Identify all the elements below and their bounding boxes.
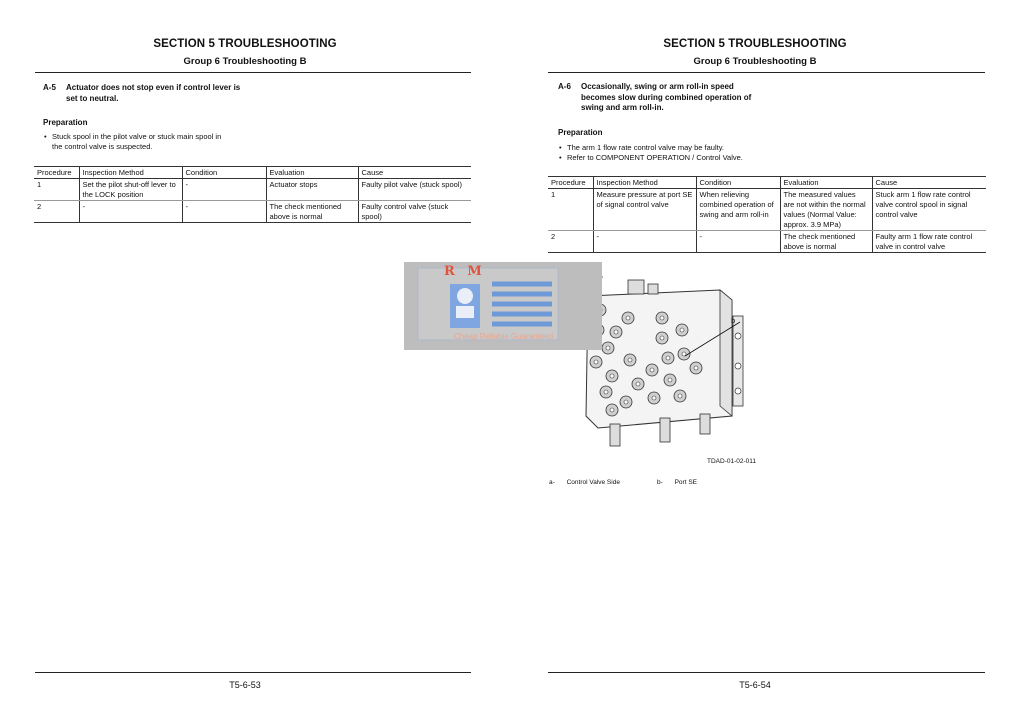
section-title: SECTION 5 TROUBLESHOOTING: [153, 38, 337, 50]
table-cell: -: [182, 201, 266, 223]
item-title-line: swing and arm roll-in.: [581, 103, 664, 112]
table-cell: Faulty pilot valve (stuck spool): [358, 179, 471, 201]
table-cell: When relieving combined operation of swing and arm roll-in: [696, 189, 780, 231]
item-title: [66, 83, 240, 104]
group-title: Group 6 Troubleshooting B: [183, 56, 307, 67]
table-cell: 2: [548, 231, 593, 253]
preparation-heading: Preparation: [43, 118, 88, 127]
table-cell: Stuck arm 1 flow rate control valve control spool in signal control valve: [872, 189, 986, 231]
legend-item: [657, 479, 697, 486]
table-cell: 2: [34, 201, 79, 223]
valve-block-side: [720, 290, 732, 416]
watermark-logo: [404, 262, 602, 350]
table-row: [34, 179, 471, 201]
table-cell: 1: [34, 179, 79, 201]
item-title-line: set to neutral.: [66, 93, 119, 103]
footer-divider: [548, 672, 985, 673]
preparation-bullet: [559, 153, 743, 163]
troubleshooting-table: [34, 166, 471, 223]
column-header: Procedure: [548, 177, 593, 189]
bullet-dot: •: [44, 132, 47, 141]
column-header: Inspection Method: [593, 177, 696, 189]
column-header: Cause: [358, 167, 471, 179]
legend-text: Control Valve Side: [566, 479, 620, 486]
bullet-line: Stuck spool in the pilot valve or stuck main spool in: [52, 132, 222, 141]
mount-leg: [700, 414, 710, 434]
table-cell: Actuator stops: [266, 179, 358, 201]
header-divider: [548, 72, 985, 73]
table-cell: Set the pilot shut-off lever to the LOCK position: [79, 179, 182, 201]
watermark-letters: R M: [444, 264, 486, 279]
preparation-bullet: [559, 143, 725, 153]
preparation-heading: Preparation: [558, 128, 603, 137]
mount-leg: [660, 418, 670, 442]
column-header: Cause: [872, 177, 986, 189]
header-divider: [35, 72, 471, 73]
item-number: A-5: [43, 83, 56, 92]
table-cell: -: [593, 231, 696, 253]
item-title-line: Actuator does not stop even if control lever is: [66, 83, 241, 92]
table-cell: Faulty control valve (stuck spool): [358, 201, 471, 223]
column-header: Inspection Method: [79, 167, 182, 179]
page-number: T5-6-54: [739, 680, 771, 690]
legend-text: Port SE: [674, 479, 697, 486]
table-header-row: [548, 177, 986, 189]
column-header: Procedure: [34, 167, 79, 179]
column-header: Condition: [696, 177, 780, 189]
callout-b: b: [731, 316, 736, 325]
table-row: [34, 201, 471, 223]
item-title: [581, 82, 751, 114]
bullet-line: Refer to COMPONENT OPERATION / Control Valve.: [567, 153, 743, 162]
legend-item: [549, 479, 620, 486]
right-page: [510, 0, 1000, 723]
legend-key: b-: [657, 479, 663, 486]
table-cell: The measured values are not within the normal values (Normal Value: approx. 3.9 MPa): [780, 189, 872, 231]
section-title: SECTION 5 TROUBLESHOOTING: [663, 38, 847, 50]
table-cell: The check mentioned above is normal: [780, 231, 872, 253]
footer-divider: [35, 672, 471, 673]
left-page: [0, 0, 490, 723]
preparation-bullet: [44, 132, 222, 152]
table-row: [548, 189, 986, 231]
item-title-line: Occasionally, swing or arm roll-in speed: [581, 82, 734, 91]
bullet-dot: •: [559, 153, 562, 162]
table-cell: The check mentioned above is normal: [266, 201, 358, 223]
table-cell: 1: [548, 189, 593, 231]
column-header: Condition: [182, 167, 266, 179]
table-cell: -: [79, 201, 182, 223]
group-title: Group 6 Troubleshooting B: [693, 56, 817, 67]
top-fitting: [628, 280, 644, 294]
column-header: Evaluation: [780, 177, 872, 189]
table-cell: -: [696, 231, 780, 253]
page-number: T5-6-53: [229, 680, 261, 690]
troubleshooting-table: [548, 176, 986, 253]
table-cell: Measure pressure at port SE of signal control valve: [593, 189, 696, 231]
watermark-tagline: Cheap Reliable Guaranteed: [454, 332, 554, 341]
bullet-dot: •: [559, 143, 562, 152]
item-title-line: becomes slow during combined operation of: [581, 92, 752, 102]
table-header-row: [34, 167, 471, 179]
mount-leg: [610, 424, 620, 446]
bullet-line: The arm 1 flow rate control valve may be faulty.: [567, 143, 725, 152]
table-cell: -: [182, 179, 266, 201]
top-fitting: [648, 284, 658, 294]
table-cell: Faulty arm 1 flow rate control valve in control valve: [872, 231, 986, 253]
item-number: A-6: [558, 82, 571, 91]
figure-code: TDAD-01-02-011: [707, 458, 757, 465]
bullet-line: the control valve is suspected.: [52, 142, 153, 151]
side-port: [735, 363, 741, 369]
side-port: [735, 388, 741, 394]
column-header: Evaluation: [266, 167, 358, 179]
side-port: [735, 333, 741, 339]
table-row: [548, 231, 986, 253]
legend-key: a-: [549, 479, 555, 486]
